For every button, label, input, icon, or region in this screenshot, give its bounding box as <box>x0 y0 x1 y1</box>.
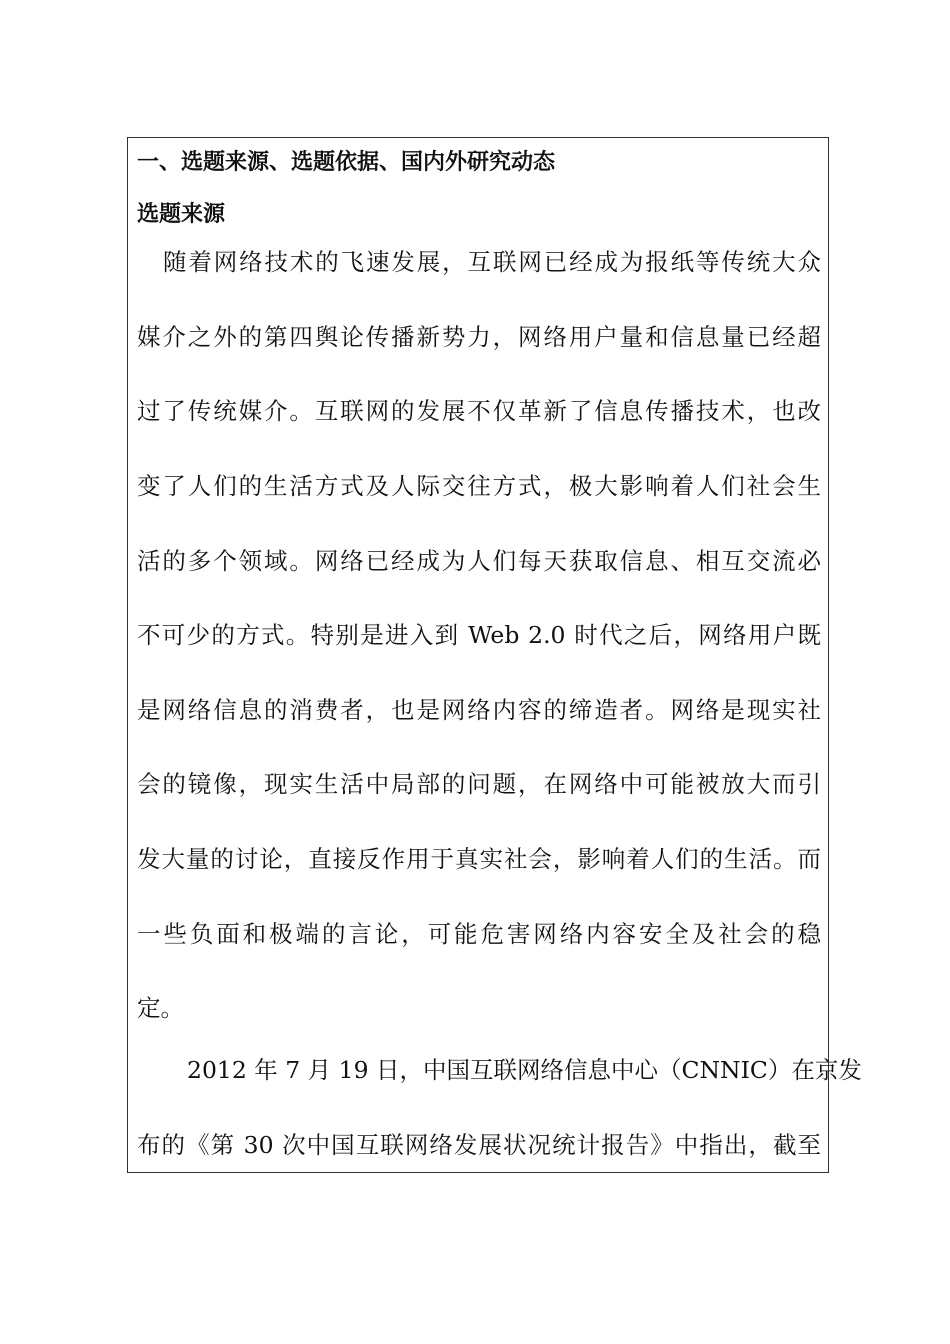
section-subheading: 选题来源 <box>137 202 226 227</box>
paragraph-line: 会的镜像，现实生活中局部的问题，在网络中可能被放大而引 <box>137 770 821 798</box>
paragraph-line: 2012 年 7 月 19 日，中国互联网络信息中心（CNNIC）在京发 <box>187 1056 862 1084</box>
paragraph-line: 媒介之外的第四舆论传播新势力，网络用户量和信息量已经超 <box>137 323 821 351</box>
section-heading: 一、选题来源、选题依据、国内外研究动态 <box>137 150 556 175</box>
paragraph-line: 变了人们的生活方式及人际交往方式，极大影响着人们社会生 <box>137 472 821 500</box>
paragraph-line: 一些负面和极端的言论，可能危害网络内容安全及社会的稳 <box>137 920 821 948</box>
paragraph-line: 定。 <box>137 994 184 1022</box>
paragraph-line: 过了传统媒介。互联网的发展不仅革新了信息传播技术，也改 <box>137 397 821 425</box>
paragraph-line: 不可少的方式。特别是进入到 Web 2.0 时代之后，网络用户既 <box>137 621 821 649</box>
paragraph-line: 随着网络技术的飞速发展，互联网已经成为报纸等传统大众 <box>163 248 821 276</box>
paragraph-line: 发大量的讨论，直接反作用于真实社会，影响着人们的生活。而 <box>137 845 821 873</box>
paragraph-line: 是网络信息的消费者，也是网络内容的缔造者。网络是现实社 <box>137 696 821 724</box>
paragraph-line: 活的多个领域。网络已经成为人们每天获取信息、相互交流必 <box>137 547 821 575</box>
paragraph-line: 布的《第 30 次中国互联网络发展状况统计报告》中指出，截至 <box>137 1131 821 1159</box>
